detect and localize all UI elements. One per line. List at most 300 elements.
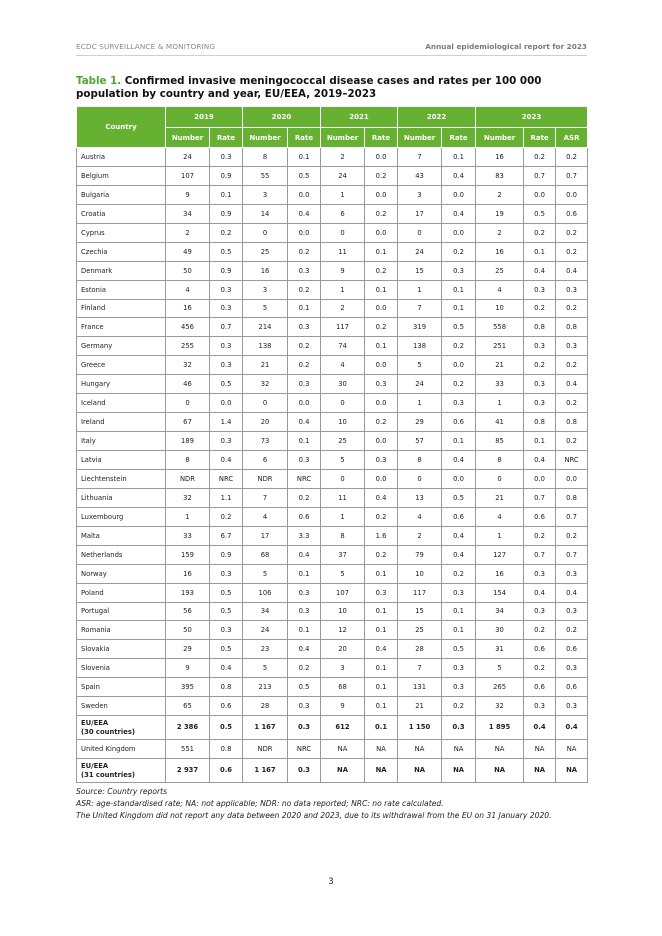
table-row (77, 148, 588, 167)
value-cell: 10 (476, 299, 524, 318)
country-cell: Ireland (77, 413, 166, 432)
value-cell: 0.3 (210, 621, 243, 640)
value-cell: NRC (288, 740, 321, 759)
value-cell: 0.2 (524, 356, 556, 375)
value-cell: 0.4 (288, 640, 321, 659)
country-cell: Romania (77, 621, 166, 640)
value-cell: 0.3 (210, 337, 243, 356)
value-cell: 0.4 (556, 375, 588, 394)
value-cell: 0.4 (365, 488, 398, 507)
value-cell: 0.8 (524, 318, 556, 337)
country-cell (77, 716, 166, 740)
value-cell: 0.4 (524, 716, 556, 740)
value-cell: 0.1 (210, 185, 243, 204)
value-cell: 0.5 (210, 583, 243, 602)
value-cell: 0.4 (556, 261, 588, 280)
value-cell: 0.0 (556, 185, 588, 204)
value-cell: 0.0 (442, 356, 476, 375)
value-cell: 0.3 (442, 583, 476, 602)
value-cell: 2 (476, 223, 524, 242)
value-cell: 0.2 (288, 488, 321, 507)
value-cell: 0.8 (524, 413, 556, 432)
value-cell: 0.5 (210, 375, 243, 394)
value-cell: 0.0 (556, 469, 588, 488)
subheader-cell: Number (476, 128, 524, 148)
value-cell: 0.4 (442, 545, 476, 564)
value-cell: 0.2 (288, 659, 321, 678)
country-cell: Slovenia (77, 659, 166, 678)
value-cell: 0.8 (556, 413, 588, 432)
value-cell: NA (556, 740, 588, 759)
value-cell: 0.3 (556, 564, 588, 583)
value-cell: 32 (243, 375, 288, 394)
subheader-cell: Rate (288, 128, 321, 148)
value-cell: 17 (243, 526, 288, 545)
value-cell: 8 (243, 148, 288, 167)
value-cell: 0.5 (210, 242, 243, 261)
value-cell: 0.2 (288, 280, 321, 299)
value-cell: 0.2 (365, 413, 398, 432)
value-cell: 0.2 (556, 526, 588, 545)
value-cell: 34 (166, 204, 210, 223)
value-cell: 23 (243, 640, 288, 659)
value-cell: 0.3 (556, 697, 588, 716)
value-cell: 11 (321, 242, 365, 261)
value-cell: 0.7 (524, 545, 556, 564)
value-cell: 29 (398, 413, 442, 432)
value-cell: 46 (166, 375, 210, 394)
value-cell: 0.2 (210, 507, 243, 526)
value-cell: 25 (243, 242, 288, 261)
value-cell: 1.4 (210, 413, 243, 432)
value-cell: 50 (166, 621, 210, 640)
running-header (76, 42, 587, 54)
value-cell: 107 (321, 583, 365, 602)
value-cell: 16 (476, 148, 524, 167)
value-cell: 1 167 (243, 716, 288, 740)
table-row (77, 337, 588, 356)
value-cell: 0.5 (210, 716, 243, 740)
value-cell: 24 (243, 621, 288, 640)
table-row (77, 223, 588, 242)
table-row (77, 166, 588, 185)
value-cell: 0.3 (288, 261, 321, 280)
value-cell: 0.1 (442, 602, 476, 621)
value-cell: 37 (321, 545, 365, 564)
table-row (77, 545, 588, 564)
page-number: 3 (328, 877, 334, 887)
value-cell: 138 (398, 337, 442, 356)
value-cell: 0.2 (524, 223, 556, 242)
country-cell: Slovakia (77, 640, 166, 659)
value-cell: 1.6 (365, 526, 398, 545)
value-cell: 50 (166, 261, 210, 280)
country-cell: Malta (77, 526, 166, 545)
value-cell: 3 (398, 185, 442, 204)
value-cell: 33 (476, 375, 524, 394)
table-row (77, 432, 588, 451)
value-cell: 558 (476, 318, 524, 337)
table-row (77, 451, 588, 470)
value-cell: 0.1 (365, 602, 398, 621)
value-cell: 0.0 (210, 394, 243, 413)
value-cell: 6 (321, 204, 365, 223)
value-cell: 159 (166, 545, 210, 564)
value-cell: 49 (166, 242, 210, 261)
table-row (77, 564, 588, 583)
table-row (77, 621, 588, 640)
country-cell-line: EU/EEA (81, 719, 109, 728)
country-cell: Lithuania (77, 488, 166, 507)
value-cell: 4 (166, 280, 210, 299)
value-cell: 9 (321, 697, 365, 716)
value-cell: NA (476, 759, 524, 783)
value-cell: 0.2 (442, 564, 476, 583)
year-header: 2019 (166, 107, 243, 128)
value-cell: 0.4 (210, 659, 243, 678)
value-cell: 127 (476, 545, 524, 564)
country-cell: Netherlands (77, 545, 166, 564)
country-cell: France (77, 318, 166, 337)
value-cell: 0.3 (524, 375, 556, 394)
value-cell: 0.1 (365, 716, 398, 740)
country-cell: Estonia (77, 280, 166, 299)
table-row (77, 697, 588, 716)
country-cell: Denmark (77, 261, 166, 280)
country-cell: Hungary (77, 375, 166, 394)
table-caption-text: Confirmed invasive meningococcal disease cases and rates per 100 000 population by country and year, EU/EEA, 2019–2023 (76, 75, 542, 101)
value-cell: 14 (243, 204, 288, 223)
value-cell: 0.1 (288, 621, 321, 640)
year-header: 2021 (321, 107, 398, 128)
country-cell: Czechia (77, 242, 166, 261)
value-cell: 131 (398, 678, 442, 697)
value-cell: 0 (243, 223, 288, 242)
value-cell: 0.3 (210, 356, 243, 375)
value-cell: 0.9 (210, 261, 243, 280)
value-cell: 0.9 (210, 204, 243, 223)
value-cell: NA (321, 759, 365, 783)
country-cell: Spain (77, 678, 166, 697)
value-cell: 1 (398, 280, 442, 299)
value-cell: 0.3 (524, 394, 556, 413)
value-cell: 33 (166, 526, 210, 545)
value-cell: 20 (321, 640, 365, 659)
value-cell: 13 (398, 488, 442, 507)
value-cell: 0.8 (556, 488, 588, 507)
value-cell: 1 167 (243, 759, 288, 783)
header-divider (76, 55, 587, 56)
value-cell: 395 (166, 678, 210, 697)
header-right: Annual epidemiological report for 2023 (425, 42, 587, 51)
country-cell-line: (30 countries) (81, 727, 136, 736)
value-cell: 0.4 (442, 451, 476, 470)
value-cell: NA (442, 740, 476, 759)
value-cell: 0.1 (288, 564, 321, 583)
country-cell-line: (31 countries) (81, 770, 136, 779)
value-cell: 0.3 (524, 337, 556, 356)
value-cell: 57 (398, 432, 442, 451)
value-cell: 10 (398, 564, 442, 583)
value-cell: 214 (243, 318, 288, 337)
value-cell: 0.9 (210, 545, 243, 564)
value-cell: 15 (398, 602, 442, 621)
value-cell: 0.2 (556, 223, 588, 242)
table-row (77, 280, 588, 299)
value-cell: 1 (321, 185, 365, 204)
value-cell: NA (476, 740, 524, 759)
country-cell: Luxembourg (77, 507, 166, 526)
value-cell: 0.1 (442, 299, 476, 318)
value-cell: 0.1 (365, 337, 398, 356)
value-cell: 3 (321, 659, 365, 678)
value-cell: 0.4 (288, 413, 321, 432)
value-cell: 0.1 (365, 697, 398, 716)
table-row (77, 375, 588, 394)
value-cell: 5 (476, 659, 524, 678)
value-cell: 2 (321, 299, 365, 318)
subheader-cell: Rate (442, 128, 476, 148)
table-row (77, 488, 588, 507)
country-cell-line: EU/EEA (81, 762, 109, 771)
table-caption-label: Table 1. (76, 75, 122, 87)
value-cell: 138 (243, 337, 288, 356)
table-row (77, 356, 588, 375)
value-cell: 30 (476, 621, 524, 640)
value-cell: 117 (321, 318, 365, 337)
value-cell: 1 (166, 507, 210, 526)
table-row (77, 583, 588, 602)
value-cell: NA (398, 759, 442, 783)
value-cell: 0.4 (442, 526, 476, 545)
value-cell: 0.6 (442, 507, 476, 526)
value-cell: 0.6 (288, 507, 321, 526)
value-cell: 2 (398, 526, 442, 545)
value-cell: 10 (321, 602, 365, 621)
value-cell: 0.4 (288, 545, 321, 564)
table-row (77, 413, 588, 432)
subheader-cell: Number (166, 128, 210, 148)
value-cell: 0.0 (365, 394, 398, 413)
total-row (77, 759, 588, 783)
table-caption (76, 75, 587, 102)
value-cell: 265 (476, 678, 524, 697)
value-cell: 0.6 (442, 413, 476, 432)
value-cell: 5 (321, 451, 365, 470)
value-cell: 0.0 (442, 469, 476, 488)
value-cell: 0.3 (365, 375, 398, 394)
value-cell: 0.0 (288, 185, 321, 204)
value-cell: 7 (398, 659, 442, 678)
value-cell: 8 (398, 451, 442, 470)
value-cell: 0.3 (442, 678, 476, 697)
value-cell: 0.3 (210, 148, 243, 167)
value-cell: 5 (243, 564, 288, 583)
value-cell: 0.2 (524, 621, 556, 640)
value-cell: 16 (476, 242, 524, 261)
value-cell: 16 (166, 564, 210, 583)
value-cell: 19 (476, 204, 524, 223)
value-cell: 0.0 (442, 223, 476, 242)
value-cell: 0.1 (288, 432, 321, 451)
value-cell: 0.6 (524, 678, 556, 697)
value-cell: 16 (243, 261, 288, 280)
value-cell: 30 (321, 375, 365, 394)
value-cell: 83 (476, 166, 524, 185)
value-cell: 68 (321, 678, 365, 697)
value-cell: 0.7 (524, 488, 556, 507)
value-cell: 34 (476, 602, 524, 621)
value-cell: 8 (321, 526, 365, 545)
value-cell: 32 (166, 488, 210, 507)
value-cell: 0.1 (442, 280, 476, 299)
value-cell: 0 (321, 223, 365, 242)
value-cell: 0.4 (365, 640, 398, 659)
value-cell: 251 (476, 337, 524, 356)
table-row (77, 469, 588, 488)
country-cell: Italy (77, 432, 166, 451)
country-cell: Croatia (77, 204, 166, 223)
value-cell: 0.1 (442, 621, 476, 640)
value-cell: 0.4 (288, 204, 321, 223)
value-cell: 9 (166, 185, 210, 204)
value-cell: 154 (476, 583, 524, 602)
year-header: 2022 (398, 107, 476, 128)
table-row (77, 185, 588, 204)
value-cell: 79 (398, 545, 442, 564)
value-cell: 21 (243, 356, 288, 375)
value-cell: 0.3 (288, 451, 321, 470)
value-cell: 0.1 (524, 432, 556, 451)
value-cell: 24 (321, 166, 365, 185)
country-cell: Finland (77, 299, 166, 318)
value-cell: 107 (166, 166, 210, 185)
country-cell: Liechtenstein (77, 469, 166, 488)
value-cell: 21 (476, 488, 524, 507)
value-cell: 67 (166, 413, 210, 432)
value-cell: 0.3 (288, 716, 321, 740)
country-cell: Sweden (77, 697, 166, 716)
value-cell: 24 (398, 242, 442, 261)
value-cell: 7 (398, 299, 442, 318)
value-cell: 0.0 (365, 148, 398, 167)
table-row (77, 740, 588, 759)
value-cell: 0.5 (442, 318, 476, 337)
value-cell: 0.4 (556, 583, 588, 602)
value-cell: 0.4 (442, 166, 476, 185)
value-cell: 56 (166, 602, 210, 621)
value-cell: 117 (398, 583, 442, 602)
value-cell: 20 (243, 413, 288, 432)
value-cell: 25 (476, 261, 524, 280)
value-cell: 74 (321, 337, 365, 356)
value-cell: 0.6 (210, 759, 243, 783)
table-row (77, 602, 588, 621)
value-cell: 0.7 (524, 166, 556, 185)
value-cell: 0.1 (365, 564, 398, 583)
value-cell: 2 (476, 185, 524, 204)
value-cell: 0.3 (210, 299, 243, 318)
country-cell: Cyprus (77, 223, 166, 242)
value-cell: 0.1 (288, 148, 321, 167)
value-cell: 0.1 (442, 148, 476, 167)
value-cell: NRC (288, 469, 321, 488)
table-row (77, 261, 588, 280)
value-cell: 0.1 (365, 242, 398, 261)
country-cell: Poland (77, 583, 166, 602)
value-cell: 12 (321, 621, 365, 640)
value-cell: 0.3 (288, 759, 321, 783)
value-cell: 0 (166, 394, 210, 413)
country-cell: United Kingdom (77, 740, 166, 759)
value-cell: 0.8 (556, 318, 588, 337)
value-cell: 4 (476, 507, 524, 526)
value-cell: 29 (166, 640, 210, 659)
value-cell: 193 (166, 583, 210, 602)
value-cell: 11 (321, 488, 365, 507)
value-cell: 0.2 (524, 148, 556, 167)
country-cell: Iceland (77, 394, 166, 413)
value-cell: 1 150 (398, 716, 442, 740)
country-cell: Austria (77, 148, 166, 167)
value-cell: NDR (243, 469, 288, 488)
value-cell: 0.2 (288, 356, 321, 375)
value-cell: 0.2 (442, 375, 476, 394)
value-cell: 0.6 (556, 204, 588, 223)
value-cell: 25 (321, 432, 365, 451)
value-cell: 0.2 (556, 394, 588, 413)
value-cell: 24 (166, 148, 210, 167)
value-cell: 43 (398, 166, 442, 185)
value-cell: NA (524, 740, 556, 759)
value-cell: 9 (321, 261, 365, 280)
value-cell: 0.2 (288, 242, 321, 261)
country-cell: Greece (77, 356, 166, 375)
value-cell: NDR (243, 740, 288, 759)
value-cell: 5 (398, 356, 442, 375)
value-cell: 0.4 (524, 583, 556, 602)
value-cell: 0 (321, 394, 365, 413)
value-cell: 0.3 (365, 583, 398, 602)
value-cell: 1 (321, 507, 365, 526)
year-header: 2020 (243, 107, 321, 128)
value-cell: 1 (321, 280, 365, 299)
value-cell: 4 (398, 507, 442, 526)
value-cell: 7 (243, 488, 288, 507)
value-cell: 0.4 (556, 716, 588, 740)
value-cell: 8 (476, 451, 524, 470)
value-cell: 0.2 (524, 299, 556, 318)
value-cell: NDR (166, 469, 210, 488)
subheader-cell: Number (243, 128, 288, 148)
value-cell: 0.3 (442, 716, 476, 740)
value-cell: 0.1 (365, 659, 398, 678)
value-cell: 15 (398, 261, 442, 280)
value-cell: 0.7 (556, 166, 588, 185)
value-cell: 0.0 (288, 394, 321, 413)
value-cell: 34 (243, 602, 288, 621)
value-cell: 0.2 (288, 337, 321, 356)
value-cell: 0.5 (442, 640, 476, 659)
value-cell: 0.3 (365, 451, 398, 470)
value-cell: 16 (166, 299, 210, 318)
value-cell: 0.2 (365, 545, 398, 564)
value-cell: NRC (210, 469, 243, 488)
value-cell: 65 (166, 697, 210, 716)
value-cell: 0.1 (442, 432, 476, 451)
subheader-cell: Rate (210, 128, 243, 148)
value-cell: 0.3 (210, 280, 243, 299)
